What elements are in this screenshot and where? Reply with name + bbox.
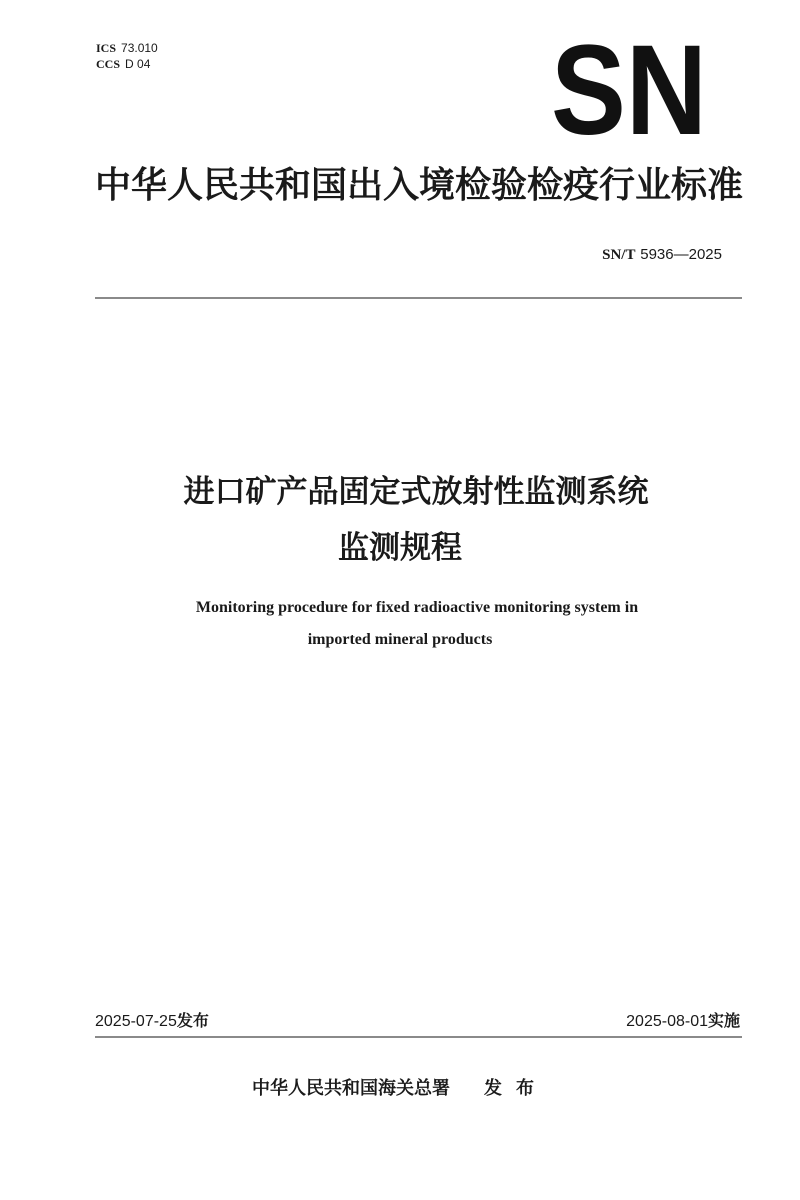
ccs-value: D 04 [125,57,151,71]
chinese-title-line-1: 进口矿产品固定式放射性监测系统 [183,474,649,510]
issue-date-label: 发布 [176,1011,209,1030]
sn-logo-graphic [549,19,709,162]
issuer-agency: 中华人民共和国海关总署 [252,1078,450,1099]
english-title [0,592,800,656]
implementation-date [626,1010,740,1033]
classification-codes [96,40,158,72]
implementation-date-label: 实施 [707,1011,740,1030]
issuing-standard-category: 中华人民共和国出入境检验检疫行业标准 [95,165,744,206]
ics-value: 73.010 [121,41,158,55]
ics-label: ICS [96,41,117,55]
sn-logo [549,19,709,162]
issuing-authority [0,1076,800,1102]
issue-date-value: 2025-07-25 [95,1013,177,1030]
standard-number [602,244,722,265]
chinese-title [0,464,800,576]
standard-prefix: SN/T [602,247,636,263]
ccs-code [96,56,158,72]
english-title-line-2: imported mineral products [307,631,493,648]
issuer-action: 发布 [484,1078,548,1099]
chinese-title-line-2: 监测规程 [338,530,462,566]
top-divider [95,297,742,299]
implementation-date-value: 2025-08-01 [626,1013,708,1030]
ccs-label: CCS [96,57,121,71]
bottom-divider [95,1036,742,1038]
ics-code [96,40,158,56]
english-title-line-1: Monitoring procedure for fixed radioactive monitoring system in [195,599,639,616]
issue-date [95,1010,209,1033]
standard-code: 5936—2025 [640,246,722,263]
sn-logo-text: SN [551,19,707,162]
